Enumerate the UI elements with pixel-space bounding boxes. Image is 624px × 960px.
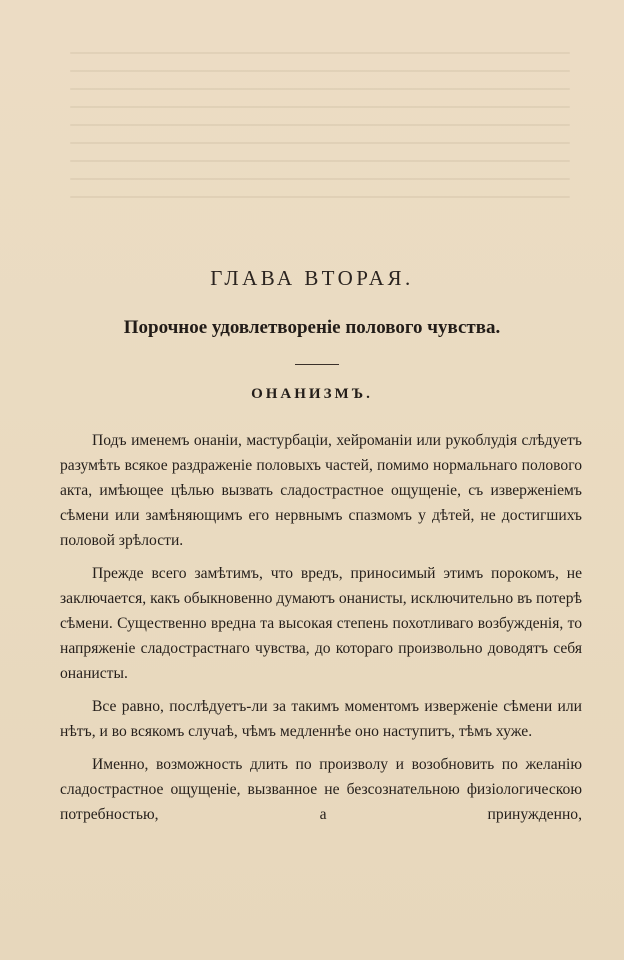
body-text [60,428,582,827]
bleed-through-text [70,44,570,214]
paragraph: Прежде всего замѣтимъ, что вредъ, приносимый этимъ порокомъ, не заключается, какъ обыкновенно думаютъ онанисты, исключительно въ потерѣ сѣмени. Существенно вредна та высокая степень похотливаго возбужденія, то напряженіе сладострастнаго чувства, до котораго произвольно доводятъ себя онанисты. [60,565,582,682]
paragraph: Именно, возможность длить по произволу и возобновить по желанію сладострастное ощущеніе, вызванное не безсознательною физіологическою потребностью, а принужденно, [60,756,582,823]
chapter-subtitle: Порочное удовлетвореніе полового чувства. [123,317,501,338]
paragraph: Все равно, послѣдуетъ-ли за такимъ моментомъ изверженіе сѣмени или нѣтъ, и во всякомъ случаѣ, чѣмъ медленнѣе оно наступитъ, тѣмъ хуже. [60,698,582,740]
paragraph: Подъ именемъ онаніи, мастурбаціи, хейроманіи или рукоблудія слѣдуетъ разумѣть всякое раздраженіе половыхъ частей, помимо нормальнаго полового акта, имѣющее цѣлью вызвать сладострастное ощущеніе, съ изверженіемъ сѣмени или замѣняющимъ его нервнымъ спазмомъ у дѣтей, не достигшихъ половой зрѣлости. [60,432,582,549]
chapter-title: ГЛАВА ВТОРАЯ. [210,266,414,290]
section-title: ОНАНИЗМЪ. [251,386,373,402]
divider [295,364,339,365]
